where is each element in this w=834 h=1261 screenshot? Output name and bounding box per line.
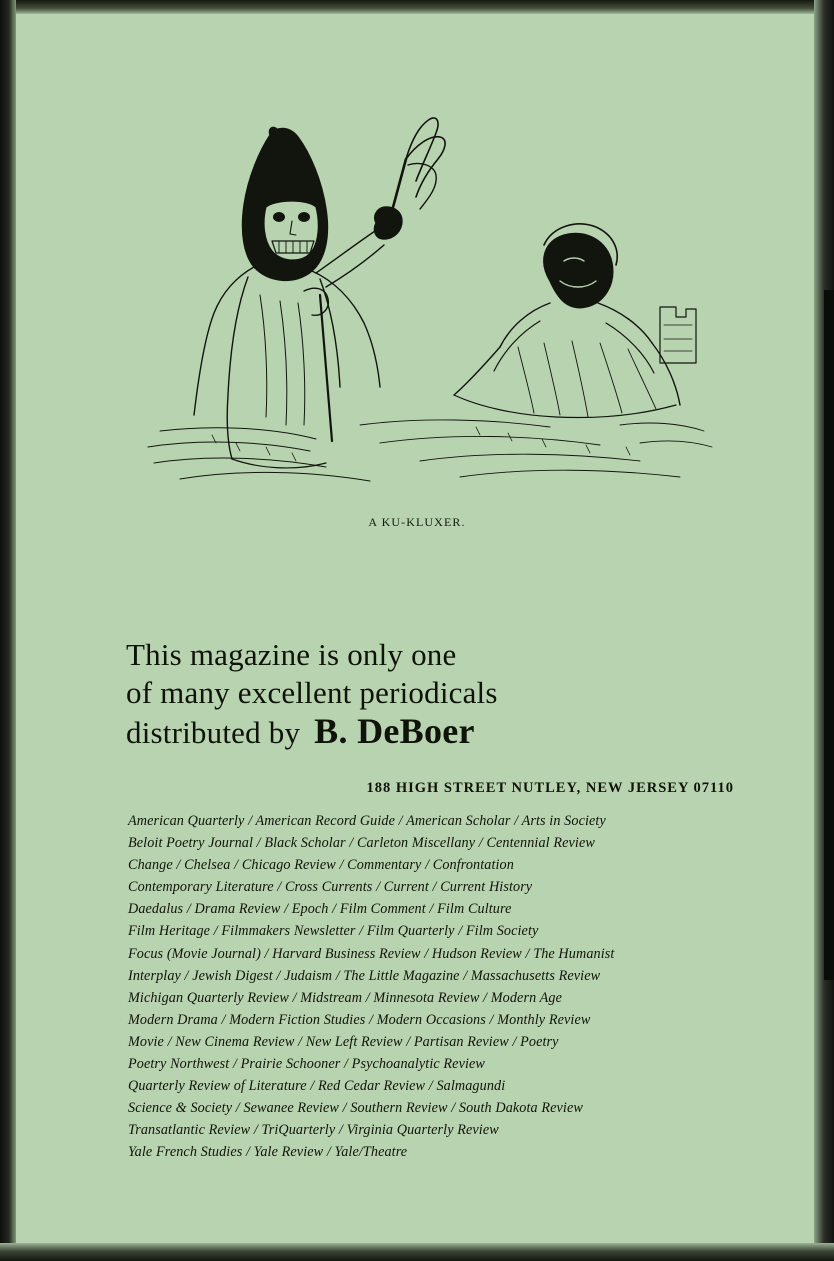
periodical-list [128, 810, 708, 1164]
headline-line-1: This magazine is only one [126, 637, 457, 672]
scan-edge-right-notch [824, 290, 834, 980]
list-item: Poetry Northwest / Prairie Schooner / Psychoanalytic Review [128, 1056, 485, 1073]
list-item: Contemporary Literature / Cross Currents / Current / Current History [128, 879, 533, 896]
ku-kluxer-illustration [120, 95, 720, 495]
list-item: Modern Drama / Modern Fiction Studies / Modern Occasions / Monthly Review [128, 1011, 591, 1028]
list-item: Beloit Poetry Journal / Black Scholar / Carleton Miscellany / Centennial Review [128, 835, 595, 852]
illustration-caption: A KU-KLUXER. [368, 515, 466, 529]
scan-edge-left [0, 0, 16, 1261]
list-item: Transatlantic Review / TriQuarterly / Virginia Quarterly Review [128, 1122, 499, 1139]
scan-edge-top [0, 0, 834, 14]
list-item: Science & Society / Sewanee Review / Southern Review / South Dakota Review [128, 1100, 583, 1117]
list-item: Daedalus / Drama Review / Epoch / Film Comment / Film Culture [128, 901, 512, 918]
scan-edge-bottom [0, 1243, 834, 1261]
distributor-brand-name: B. DeBoer [314, 711, 475, 751]
list-item: American Quarterly / American Record Guide / American Scholar / Arts in Society [128, 813, 606, 829]
list-item: Michigan Quarterly Review / Midstream / Minnesota Review / Modern Age [128, 989, 563, 1006]
list-item: Film Heritage / Filmmakers Newsletter / Film Quarterly / Film Society [128, 923, 539, 940]
headline-line-3 [126, 712, 746, 752]
distributor-address: 188 HIGH STREET NUTLEY, NEW JERSEY 07110 [366, 780, 734, 796]
list-item: Movie / New Cinema Review / New Left Review / Partisan Review / Poetry [128, 1033, 559, 1050]
list-item: Focus (Movie Journal) / Harvard Business Review / Hudson Review / The Humanist [128, 945, 615, 962]
advertisement-headline [126, 636, 746, 752]
list-item: Quarterly Review of Literature / Red Cedar Review / Salmagundi [128, 1078, 506, 1095]
headline-line-3-prefix: distributed by [126, 715, 301, 750]
list-item: Change / Chelsea / Chicago Review / Commentary / Confrontation [128, 857, 514, 874]
headline-line-2: of many excellent periodicals [126, 675, 498, 710]
list-item: Yale French Studies / Yale Review / Yale/Theatre [128, 1144, 408, 1161]
list-item: Interplay / Jewish Digest / Judaism / The Little Magazine / Massachusetts Review [128, 967, 601, 984]
